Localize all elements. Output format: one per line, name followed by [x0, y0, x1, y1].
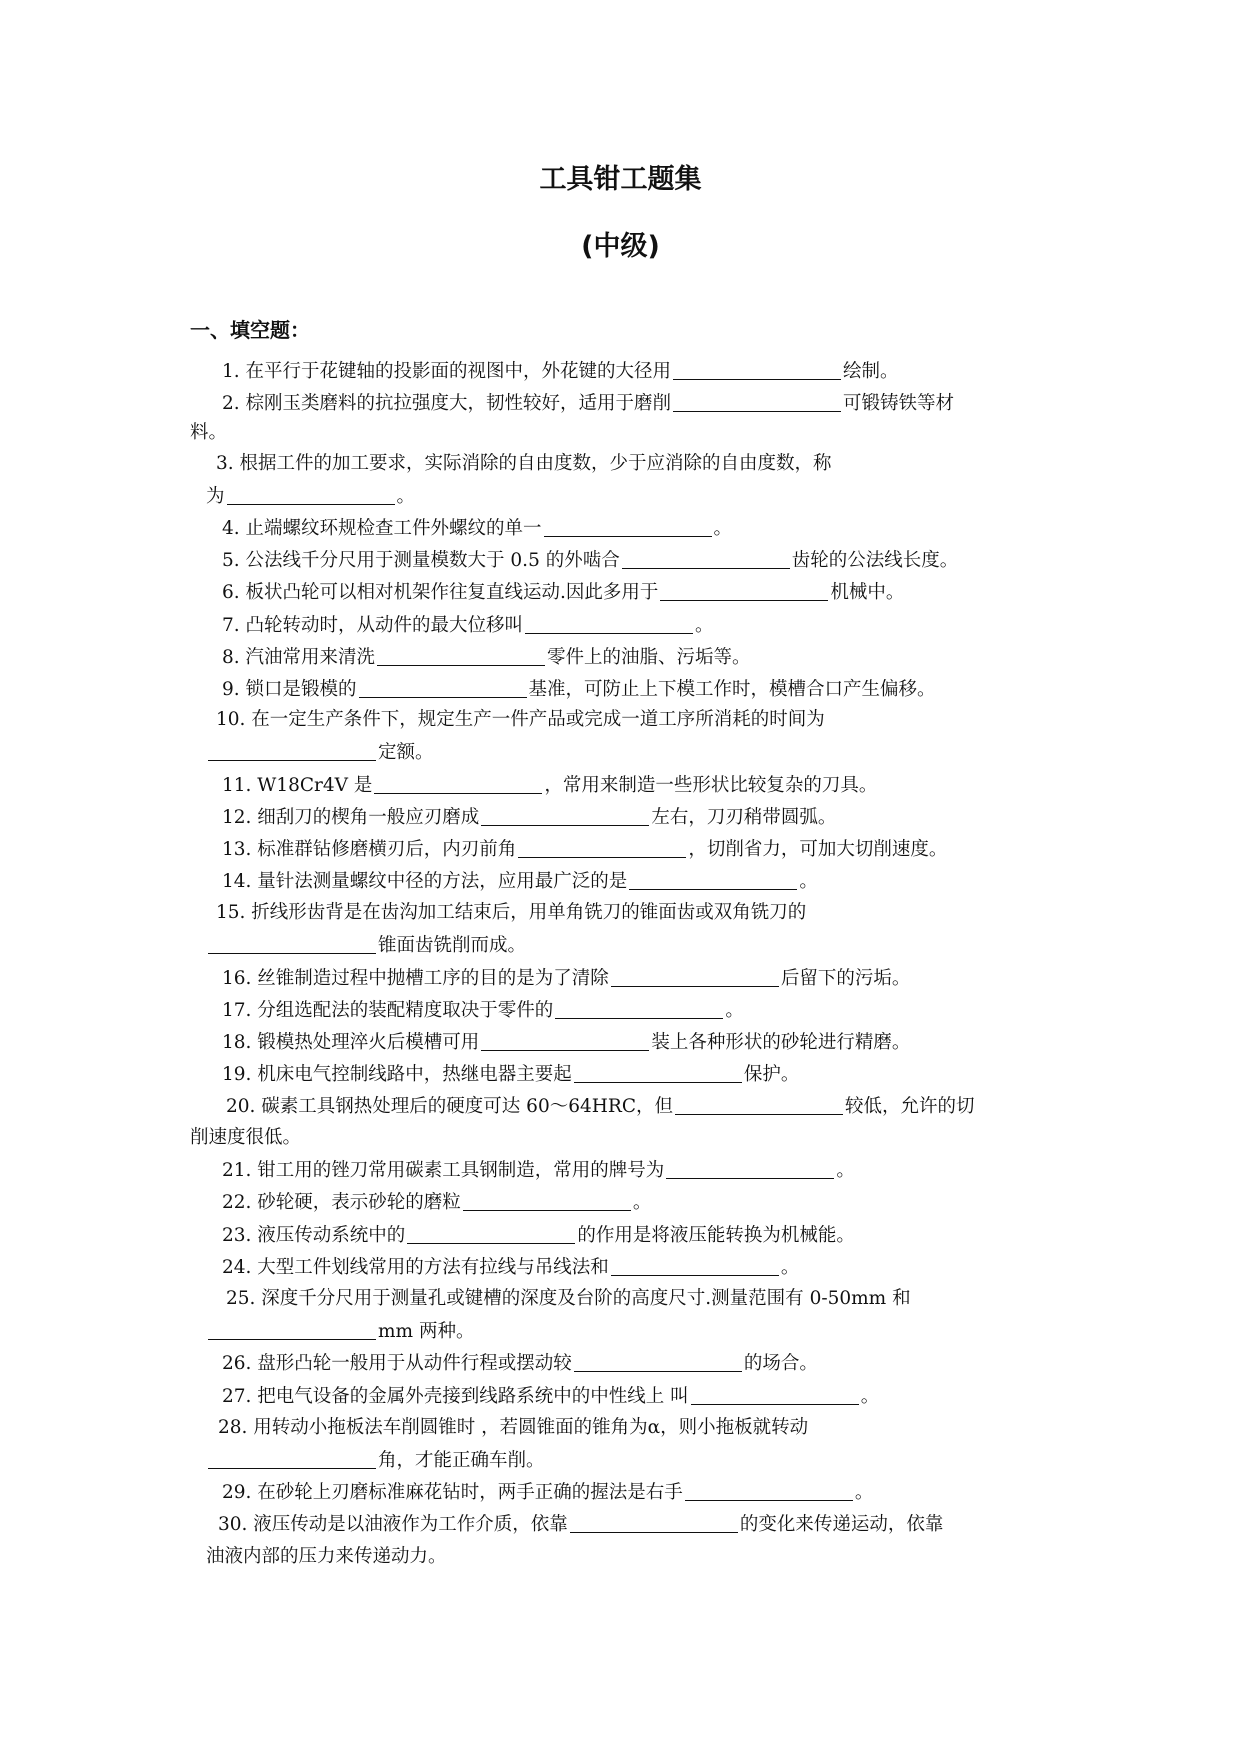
question-text: 10. 在一定生产条件下，规定生产一件产品或完成一道工序所消耗的时间为 — [216, 709, 825, 730]
question-text: 7. 凸轮转动时，从动件的最大位移叫 — [222, 615, 524, 636]
question-text-after-blank: 角，才能正确车削。 — [378, 1450, 545, 1471]
question-text: 4. 止端螺纹环规检查工件外螺纹的单一 — [222, 518, 542, 539]
answer-blank[interactable] — [570, 1512, 738, 1533]
question-text-after-blank: 。 — [860, 1386, 880, 1407]
question-28-line-1 — [218, 1416, 808, 1440]
answer-blank[interactable] — [611, 1255, 779, 1276]
question-text-after-blank: 。 — [632, 1192, 652, 1213]
question-text: 22. 砂轮硬，表示砂轮的磨粒 — [222, 1192, 461, 1213]
answer-blank[interactable] — [525, 613, 693, 634]
question-text-after-blank: ，切削省力，可加大切削速度。 — [688, 839, 948, 860]
answer-blank[interactable] — [359, 677, 527, 698]
question-text: 21. 钳工用的锉刀常用碳素工具钢制造，常用的牌号为 — [222, 1160, 665, 1181]
question-22-line-1 — [222, 1190, 651, 1215]
question-6-line-1 — [222, 580, 904, 605]
question-text: 8. 汽油常用来清洗 — [222, 647, 376, 668]
question-text-after-blank: 定额。 — [378, 742, 434, 763]
question-28-line-2 — [206, 1448, 545, 1473]
answer-blank[interactable] — [673, 359, 841, 380]
question-text: 30. 液压传动是以油液作为工作介质，依靠 — [218, 1514, 568, 1535]
question-25-line-2 — [206, 1319, 474, 1344]
question-14-line-1 — [222, 869, 818, 894]
answer-blank[interactable] — [208, 1319, 376, 1340]
question-text: 20. 碳素工具钢热处理后的硬度可达 60～64HRC，但 — [226, 1096, 673, 1117]
question-5-line-1 — [222, 548, 958, 573]
answer-blank[interactable] — [377, 645, 545, 666]
answer-blank[interactable] — [407, 1223, 575, 1244]
answer-blank[interactable] — [685, 1480, 853, 1501]
question-text: 15. 折线形齿背是在齿沟加工结束后，用单角铣刀的锥面齿或双角铣刀的 — [216, 902, 807, 923]
answer-blank[interactable] — [574, 1062, 742, 1083]
question-text-after-blank: 。 — [713, 518, 733, 539]
page-subtitle: (中级) — [581, 231, 660, 262]
question-text: 6. 板状凸轮可以相对机架作往复直线运动.因此多用于 — [222, 582, 659, 603]
question-text-after-blank: ，常用来制造一些形状比较复杂的刀具。 — [544, 775, 878, 796]
question-text-after-blank: 的变化来传递运动，依靠 — [739, 1514, 944, 1535]
question-20-line-1 — [226, 1094, 975, 1119]
question-text-after-blank: 。 — [799, 871, 818, 892]
answer-blank[interactable] — [481, 805, 649, 826]
question-3-line-2 — [206, 484, 415, 509]
question-20-line-2 — [190, 1126, 301, 1150]
question-text-after-blank: 。 — [695, 615, 714, 636]
question-text-after-blank: 齿轮的公法线长度。 — [791, 550, 959, 571]
answer-blank[interactable] — [660, 580, 828, 601]
answer-blank[interactable] — [374, 773, 542, 794]
question-13-line-1 — [222, 837, 947, 862]
question-27-line-1 — [222, 1384, 879, 1409]
question-text-after-blank: 。 — [780, 1257, 800, 1278]
question-text-after-blank: 锥面齿铣削而成。 — [378, 935, 527, 956]
question-text: 12. 细刮刀的楔角一般应刃磨成 — [222, 807, 480, 828]
question-4-line-1 — [222, 516, 732, 541]
question-text: 26. 盘形凸轮一般用于从动件行程或摆动较 — [222, 1353, 572, 1374]
answer-blank[interactable] — [208, 933, 376, 954]
question-9-line-1 — [222, 677, 936, 702]
question-30-line-1 — [218, 1512, 943, 1537]
question-12-line-1 — [222, 805, 836, 830]
question-25-line-1 — [226, 1287, 911, 1311]
question-text: 削速度很低。 — [190, 1127, 302, 1148]
question-text-after-blank: 。 — [836, 1160, 855, 1181]
question-text-after-blank: 的作用是将液压能转换为机械能。 — [577, 1225, 855, 1246]
question-text-after-blank: 绘制。 — [843, 361, 899, 382]
question-text-after-blank: 可锻铸铁等材 — [843, 393, 955, 414]
question-16-line-1 — [222, 966, 910, 991]
question-text: 17. 分组选配法的装配精度取决于零件的 — [222, 1000, 554, 1021]
question-text-after-blank: 保护。 — [743, 1064, 800, 1085]
question-1-line-1 — [222, 359, 899, 384]
answer-blank[interactable] — [611, 966, 779, 987]
question-24-line-1 — [222, 1255, 799, 1280]
question-text-after-blank: 装上各种形状的砂轮进行精磨。 — [651, 1032, 911, 1053]
question-8-line-1 — [222, 645, 751, 670]
question-text-after-blank: 较低，允许的切 — [844, 1096, 975, 1117]
question-text-after-blank: 左右，刀刃稍带圆弧。 — [651, 807, 837, 828]
question-text: 13. 标准群钻修磨横刃后，内刃前角 — [222, 839, 517, 860]
answer-blank[interactable] — [675, 1094, 843, 1115]
answer-blank[interactable] — [463, 1190, 631, 1211]
answer-blank[interactable] — [227, 484, 395, 505]
answer-blank[interactable] — [691, 1384, 859, 1405]
question-text: 11. W18Cr4V 是 — [222, 775, 373, 796]
question-text-after-blank: 的场合。 — [743, 1353, 818, 1374]
question-11-line-1 — [222, 773, 877, 798]
answer-blank[interactable] — [518, 837, 686, 858]
question-text-after-blank: 基准，可防止上下模工作时，模槽合口产生偏移。 — [528, 679, 936, 700]
question-text-after-blank: 零件上的油脂、污垢等。 — [547, 647, 751, 668]
question-29-line-1 — [222, 1480, 873, 1505]
answer-blank[interactable] — [555, 998, 723, 1019]
question-19-line-1 — [222, 1062, 799, 1087]
question-10-line-1 — [216, 708, 825, 732]
question-30-line-2 — [206, 1545, 447, 1569]
answer-blank[interactable] — [673, 391, 841, 412]
question-10-line-2 — [206, 740, 434, 765]
question-text: 23. 液压传动系统中的 — [222, 1225, 406, 1246]
question-text-after-blank: 。 — [396, 486, 416, 507]
question-text-after-blank: mm 两种。 — [378, 1321, 475, 1342]
question-text: 2. 棕刚玉类磨料的抗拉强度大，韧性较好，适用于磨削 — [222, 393, 672, 414]
question-15-line-2 — [206, 933, 526, 958]
answer-blank[interactable] — [208, 740, 376, 761]
question-text: 14. 量针法测量螺纹中径的方法，应用最广泛的是 — [222, 871, 628, 892]
question-18-line-1 — [222, 1030, 910, 1055]
question-text: 28. 用转动小拖板法车削圆锥时 ，若圆锥面的锥角为α，则小拖板就转动 — [218, 1417, 809, 1438]
question-3-line-1 — [216, 452, 832, 476]
question-21-line-1 — [222, 1158, 855, 1183]
question-text: 1. 在平行于花键轴的投影面的视图中，外花键的大径用 — [222, 361, 672, 382]
question-text: 18. 锻模热处理淬火后模槽可用 — [222, 1032, 480, 1053]
question-text-after-blank: 。 — [725, 1000, 744, 1021]
section-heading: 一、填空题： — [190, 318, 310, 342]
question-text: 29. 在砂轮上刃磨标准麻花钻时，两手正确的握法是右手 — [222, 1482, 683, 1503]
question-23-line-1 — [222, 1223, 855, 1248]
answer-blank[interactable] — [666, 1158, 834, 1179]
question-text: 16. 丝锥制造过程中抛槽工序的目的是为了清除 — [222, 968, 609, 989]
question-text: 9. 锁口是锻模的 — [222, 679, 357, 700]
answer-blank[interactable] — [481, 1030, 649, 1051]
answer-blank[interactable] — [208, 1448, 376, 1469]
question-text: 3. 根据工件的加工要求，实际消除的自由度数，少于应消除的自由度数，称 — [216, 453, 832, 474]
question-text: 25. 深度千分尺用于测量孔或键槽的深度及台阶的高度尺寸.测量范围有 0-50mm 和 — [226, 1288, 911, 1309]
question-26-line-1 — [222, 1351, 818, 1376]
question-text: 为 — [206, 486, 225, 507]
answer-blank[interactable] — [622, 548, 790, 569]
question-text: 料。 — [190, 422, 228, 443]
question-text: 27. 把电气设备的金属外壳接到线路系统中的中性线上 叫 — [222, 1386, 689, 1407]
question-text: 油液内部的压力来传递动力。 — [206, 1546, 447, 1567]
answer-blank[interactable] — [574, 1351, 742, 1372]
question-17-line-1 — [222, 998, 744, 1023]
question-15-line-1 — [216, 901, 806, 925]
answer-blank[interactable] — [629, 869, 797, 890]
question-text-after-blank: 后留下的污垢。 — [780, 968, 911, 989]
question-text: 24. 大型工件划线常用的方法有拉线与吊线法和 — [222, 1257, 609, 1278]
question-7-line-1 — [222, 613, 714, 638]
answer-blank[interactable] — [544, 516, 712, 537]
question-text-after-blank: 机械中。 — [830, 582, 905, 603]
page-title: 工具钳工题集 — [539, 164, 702, 195]
question-text: 5. 公法线千分尺用于测量模数大于 0.5 的外啮合 — [222, 550, 620, 571]
question-2-line-2 — [190, 421, 227, 445]
question-2-line-1 — [222, 391, 954, 416]
question-text-after-blank: 。 — [854, 1482, 874, 1503]
question-text: 19. 机床电气控制线路中，热继电器主要起 — [222, 1064, 572, 1085]
